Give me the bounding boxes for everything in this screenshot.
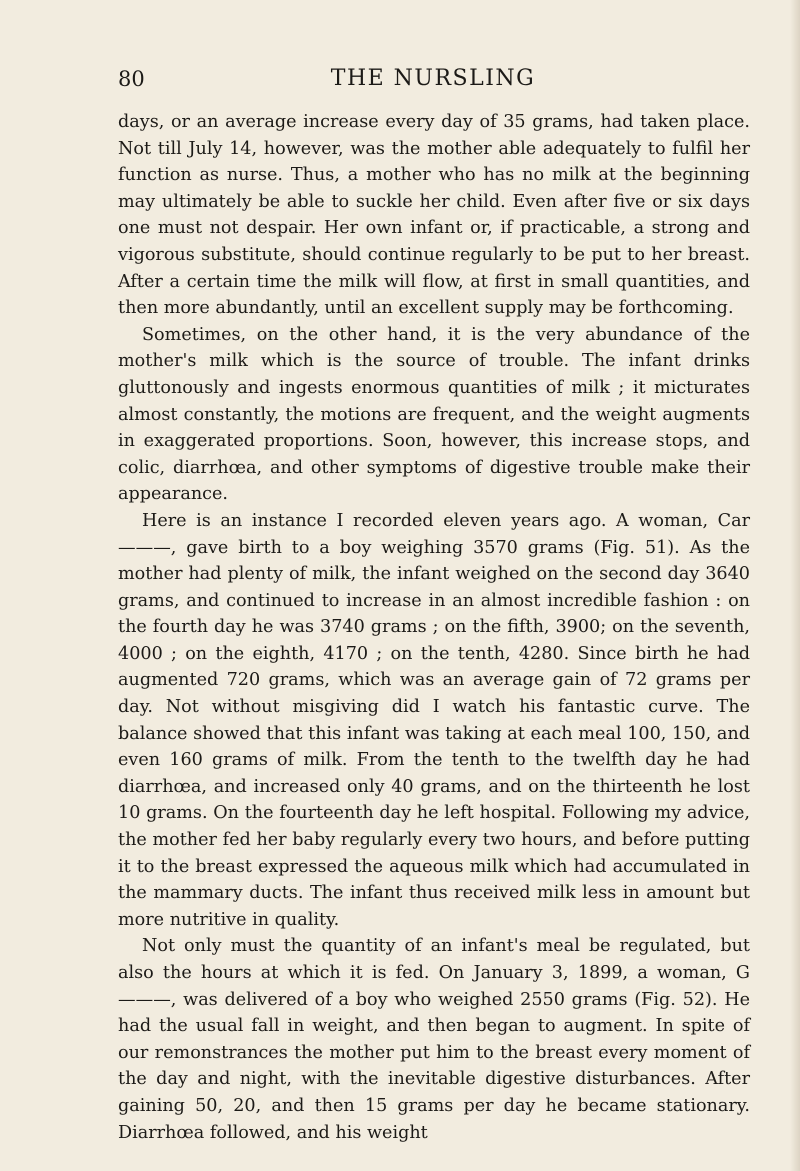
page-number: 80 xyxy=(118,67,145,91)
paragraph: Not only must the quantity of an infant's meal be regulated, but also the hours at which it is fed. On January 3, 1899, a woman, G———, was delivered of a boy who weighed 2550 grams (Fig. 52). He had the usual fall in weight, and then began to augment. In spite of our remonstrances the mother put him to the breast every moment of the day and night, with the inevitable digestive disturbances. After gaining 50, 20, and then 15 grams per day he became stationary. Diarrhœa followed, and his weight xyxy=(118,936,750,1143)
paragraph: Here is an instance I recorded eleven years ago. A woman, Car———, gave birth to a boy weighing 3570 grams (Fig. 51). As the mother had plenty of milk, the infant weighed on the second day 3640 grams, and continued to increase in an almost incredible fashion : on the fourth day he was 3740 grams ; on the fifth, 3900; on the seventh, 4000 ; on the eighth, 4170 ; on the tenth, 4280. Since birth he had augmented 720 grams, which was an average gain of 72 grams per day. Not without misgiving did I watch his fantastic curve. The balance showed that this infant was taking at each meal 100, 150, and even 160 grams of milk. From the tenth to the twelfth day he had diarrhœa, and increased only 40 grams, and on the thirteenth he lost 10 grams. On the fourteenth day he left hospital. Following my advice, the mother fed her baby regularly every two hours, and before putting it to the breast expressed the aqueous milk which had accumulated in the mammary ducts. The infant thus received milk less in amount but more nutritive in quality. xyxy=(118,510,750,930)
paragraph: days, or an average increase every day of 35 grams, had taken place. Not till July 14, however, was the mother able adequately to fulfil her function as nurse. Thus, a mother who has no milk at the beginning may ultimately be able to suckle her child. Even after five or six days one must not despair. Her own infant or, if practicable, a strong and vigorous substitute, should continue regularly to be put to her breast. After a certain time the milk will flow, at first in small quantities, and then more abundantly, until an excellent supply may be forthcoming. xyxy=(118,112,750,319)
page-header xyxy=(118,64,748,94)
paragraph: Sometimes, on the other hand, it is the very abundance of the mother's milk which is the source of trouble. The infant drinks gluttonously and ingests enormous quantities of milk ; it micturates almost constantly, the motions are frequent, and the weight augments in exaggerated proportions. Soon, however, this increase stops, and colic, diarrhœa, and other symptoms of digestive trouble make their appearance. xyxy=(118,324,750,505)
running-head: THE NURSLING xyxy=(330,66,536,91)
page-edge-shadow xyxy=(790,0,800,1171)
body-text xyxy=(118,109,750,1146)
